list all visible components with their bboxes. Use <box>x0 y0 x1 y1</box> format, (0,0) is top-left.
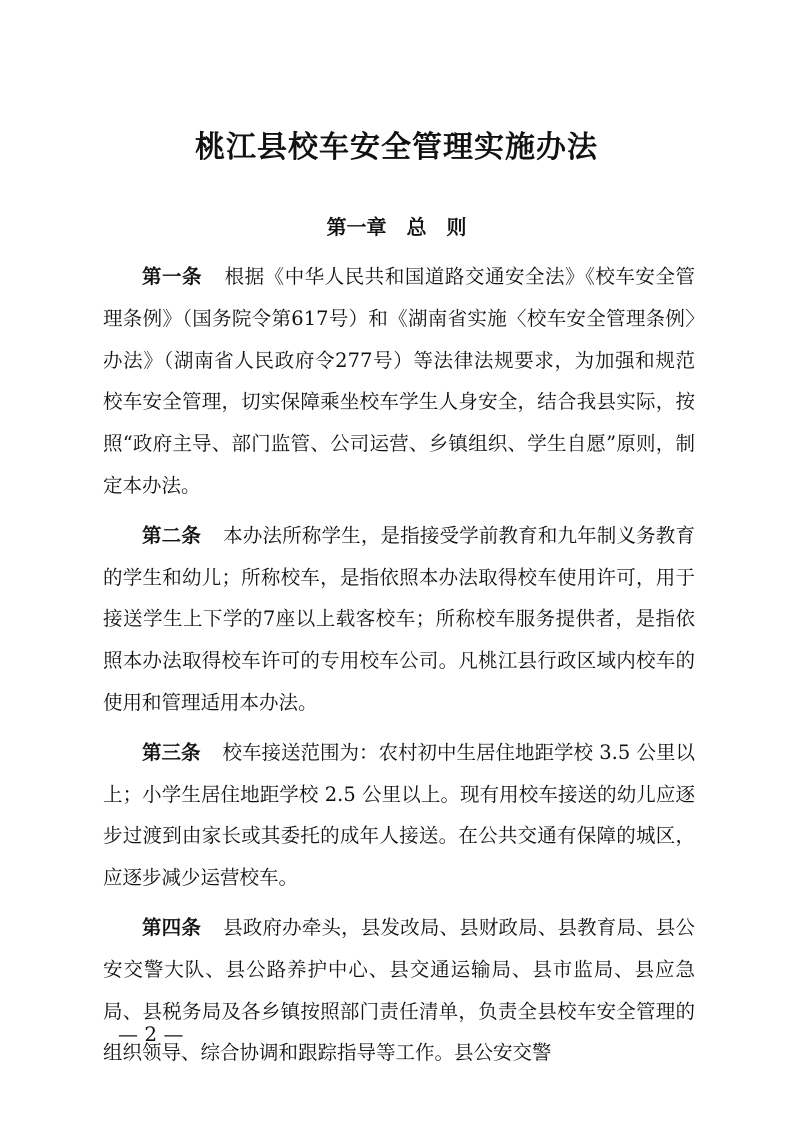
article-3 <box>103 732 695 899</box>
article-1-label: 第一条 <box>142 265 203 288</box>
document-body <box>103 256 695 1082</box>
article-1 <box>103 256 695 507</box>
article-2-label: 第二条 <box>142 523 201 547</box>
page-number: — 2 — <box>118 1022 184 1046</box>
article-2-text: 本办法所称学生，是指接受学前教育和九年制义务教育的学生和幼儿；所称校车，是指依照本办法取得校车使用许可，用于接送学生上下学的7座以上载客校车；所称校车服务提供者，是指依照本办法取得校车许可的专用校车公司。凡桃江县行政区域内校车的使用和管理适用本办法。 <box>103 523 695 714</box>
article-3-label: 第三条 <box>142 740 201 764</box>
chapter-heading: 第一章 总 则 <box>326 215 467 239</box>
article-3-text: 校车接送范围为：农村初中生居住地距学校 3.5 公里以上；小学生居住地距学校 2.5 公里以上。现有用校车接送的幼儿应逐步过渡到由家长或其委托的成年人接送。在公共交通有保障的城区，应逐步减少运营校车。 <box>103 740 695 890</box>
article-4-label: 第四条 <box>142 915 201 939</box>
article-2 <box>103 515 695 724</box>
document-title: 桃江县校车安全管理实施办法 <box>195 130 598 165</box>
article-1-text: 根据《中华人民共和国道路交通安全法》《校车安全管理条例》（国务院令第617号）和《湖南省实施〈校车安全管理条例〉办法》（湖南省人民政府令277号）等法律法规要求，为加强和规范校车安全管理，切实保障乘坐校车学生人身安全，结合我县实际，按照“政府主导、部门监管、公司运营、乡镇组织、学生自愿”原则，制定本办法。 <box>103 265 695 497</box>
article-4-text: 县政府办牵头，县发改局、县财政局、县教育局、县公安交警大队、县公路养护中心、县交通运输局、县市监局、县应急局、县税务局及各乡镇按照部门责任清单，负责全县校车安全管理的组织领导、综合协调和跟踪指导等工作。县公安交警 <box>103 915 695 1065</box>
article-4 <box>103 907 695 1074</box>
